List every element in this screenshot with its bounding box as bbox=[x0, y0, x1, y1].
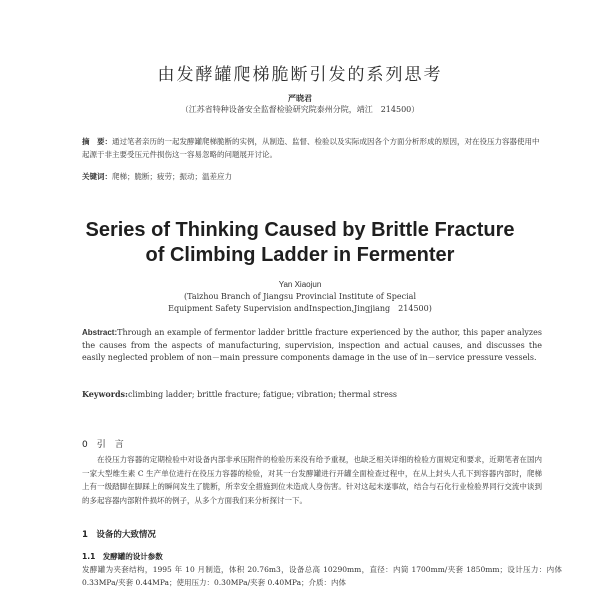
english-keywords bbox=[82, 389, 542, 399]
section-1-heading: 1 设备的大致情况 bbox=[82, 530, 156, 540]
english-title bbox=[0, 218, 600, 268]
subsection-1-1-heading: 1.1 发酵罐的设计参数 bbox=[82, 552, 163, 561]
english-affiliation-line-2: Equipment Safety Supervision andInspection,Jingjiang 214500) bbox=[168, 304, 432, 313]
section-1-paragraph: 发酵罐为夹套结构，1995 年 10 月制造，体积 20.76m3，设备总高 10290mm，直径：内筒 1700mm/夹套 1850mm；设计压力：内体 0.33MPa/夹套 0.44MPa；使用压力：0.30MPa/夹套 0.40MPa；介质：内体 bbox=[82, 565, 562, 587]
intro-heading: 0 引 言 bbox=[82, 440, 124, 450]
chinese-title: 由发酵罐爬梯脆断引发的系列思考 bbox=[157, 65, 443, 85]
chinese-abstract bbox=[82, 135, 542, 161]
english-affiliation bbox=[0, 291, 600, 315]
english-keywords-label: Keywords: bbox=[82, 389, 129, 399]
english-keywords-text: climbing ladder; brittle fracture; fatigue; vibration; thermal stress bbox=[128, 390, 398, 399]
chinese-keywords bbox=[82, 171, 542, 182]
chinese-affiliation: （江苏省特种设备安全监督检验研究院泰州分院，靖江 214500） bbox=[180, 105, 420, 114]
english-abstract bbox=[82, 327, 542, 365]
english-title-line-2: of Climbing Ladder in Fermenter bbox=[145, 244, 455, 266]
english-author: Yan Xiaojun bbox=[278, 280, 322, 289]
chinese-keywords-text: 爬梯；脆断；疲劳；振动；温差应力 bbox=[112, 172, 232, 181]
chinese-author: 严晓君 bbox=[288, 93, 312, 103]
english-affiliation-line-1: (Taizhou Branch of Jiangsu Provincial Institute of Special bbox=[183, 292, 416, 301]
english-abstract-text: Through an example of fermentor ladder brittle fracture experienced by the author, this paper analyzes the causes from the aspects of manufacturing, supervision, inspection and actual causes, and discusses the easily neglected problem of non－main pressure components damage in the use of in－service pressure vessels. bbox=[82, 328, 542, 362]
intro-paragraph: 在役压力容器的定期检验中对设备内部非承压附件的检验历来没有给予重视，也缺乏相关详细的检验方面规定和要求，近期笔者在国内一家大型维生素 C 生产单位进行在役压力容器的检验，对其一台发酵罐进行开罐全面检查过程中，在从上封头人孔下到容器内部时，爬梯上有一级踏脚在脚踩上的瞬间发生了脆断，所幸安全措施到位未造成人身伤害。针对这起未遂事故，结合与石化行业检验界同行交流中谈到的多起容器内部附件损坏的例子，从多个方面我们来分析探讨一下。 bbox=[82, 455, 542, 505]
english-abstract-label: Abstract: bbox=[82, 328, 118, 337]
chinese-abstract-label: 摘 要： bbox=[82, 137, 112, 146]
chinese-keywords-label: 关键词： bbox=[82, 172, 112, 181]
chinese-abstract-text: 通过笔者亲历的一起发酵罐爬梯脆断的实例，从制造、监督、检验以及实际成因各个方面分析形成的原因，对在役压力容器使用中起源于非主要受压元件损伤这一容易忽略的问题展开讨论。 bbox=[82, 137, 540, 159]
english-title-line-1: Series of Thinking Caused by Brittle Fracture bbox=[85, 219, 515, 241]
